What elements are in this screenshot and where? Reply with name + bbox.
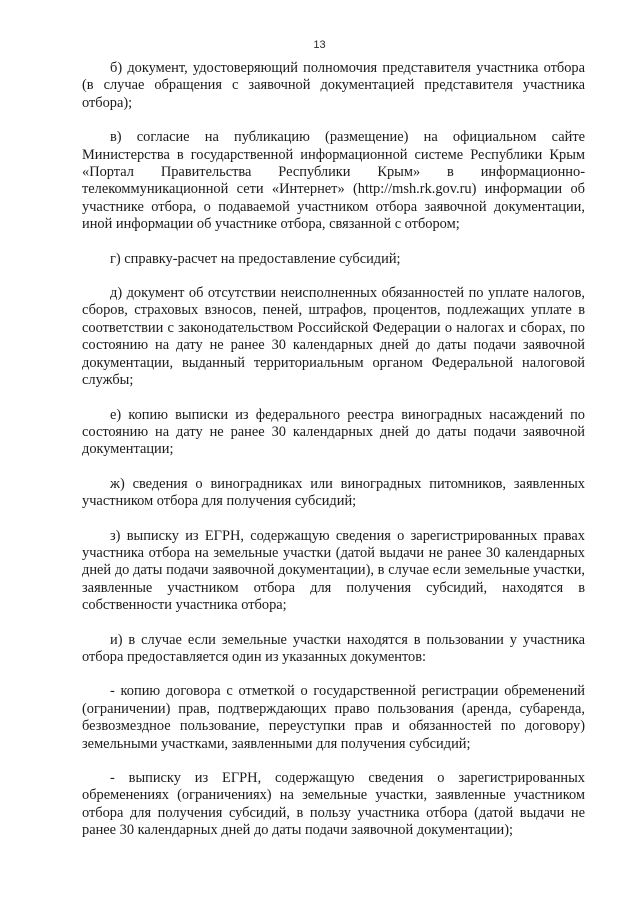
document-body <box>82 60 585 857</box>
paragraph-g-calculation-certificate: г) справку-расчет на предоставление субсидий; <box>110 250 401 267</box>
page-number: 13 <box>313 39 326 51</box>
paragraph-e-vineyard-registry-extract: е) копию выписки из федерального реестра виноградных насаждений по состоянию на дату не ранее 30 календарных дней до даты подачи заявочной документации; <box>82 406 585 458</box>
list-item-lease-contract-copy: - копию договора с отметкой о государственной регистрации обременений (ограничении) прав, подтверждающих право пользования (аренда, субаренда, безвозмездное пользование, переуступки прав и обязанностей по договору) земельными участками, заявленными для получения субсидий; <box>82 683 585 752</box>
paragraph-i-land-use-documents: и) в случае если земельные участки находятся в пользовании у участника отбора предоставляется один из указанных документов: <box>82 631 585 665</box>
paragraph-d-tax-obligations-document: д) документ об отсутствии неисполненных обязанностей по уплате налогов, сборов, страховых взносов, пеней, штрафов, процентов, подлежащих уплате в соответствии с законодательством Российской Федерации о налогах и сборах, по состоянию на дату не ранее 30 календарных дней до даты подачи заявочной документации, выданный территориальным органом Федеральной налоговой службы; <box>82 285 585 389</box>
paragraph-b-representative-document: б) документ, удостоверяющий полномочия представителя участника отбора (в случае обращения с заявочной документацией представителя участника отбора); <box>82 60 585 111</box>
list-item-egrn-encumbrance-extract: - выписку из ЕГРН, содержащую сведения о зарегистрированных обременениях (ограничениях) на земельные участки, заявленные участником отбора для получения субсидий, в пользу участника отбора (датой выдачи не ранее 30 календарных дней до даты подачи заявочной документации); <box>82 770 585 839</box>
paragraph-z-egrn-ownership-extract: з) выписку из ЕГРН, содержащую сведения о зарегистрированных правах участника отбора на земельные участки (датой выдачи не ранее 30 календарных дней до даты подачи заявочной документации), в случае если земельные участки, заявленные участником отбора для получения субсидий, находятся в собственности участника отбора; <box>82 527 585 614</box>
paragraph-v-publication-consent: в) согласие на публикацию (размещение) на официальном сайте Министерства в государственной информационной системе Республики Крым «Портал Правительства Республики Крым» в информационно-телекоммуникационной сети «Интернет» (http://msh.rk.gov.ru) информации об участнике отбора, о подаваемой участником отбора заявочной документации, иной информации об участнике отбора, связанной с отбором; <box>82 129 585 233</box>
paragraph-zh-vineyard-information: ж) сведения о виноградниках или виноградных питомников, заявленных участником отбора для получения субсидий; <box>82 475 585 510</box>
